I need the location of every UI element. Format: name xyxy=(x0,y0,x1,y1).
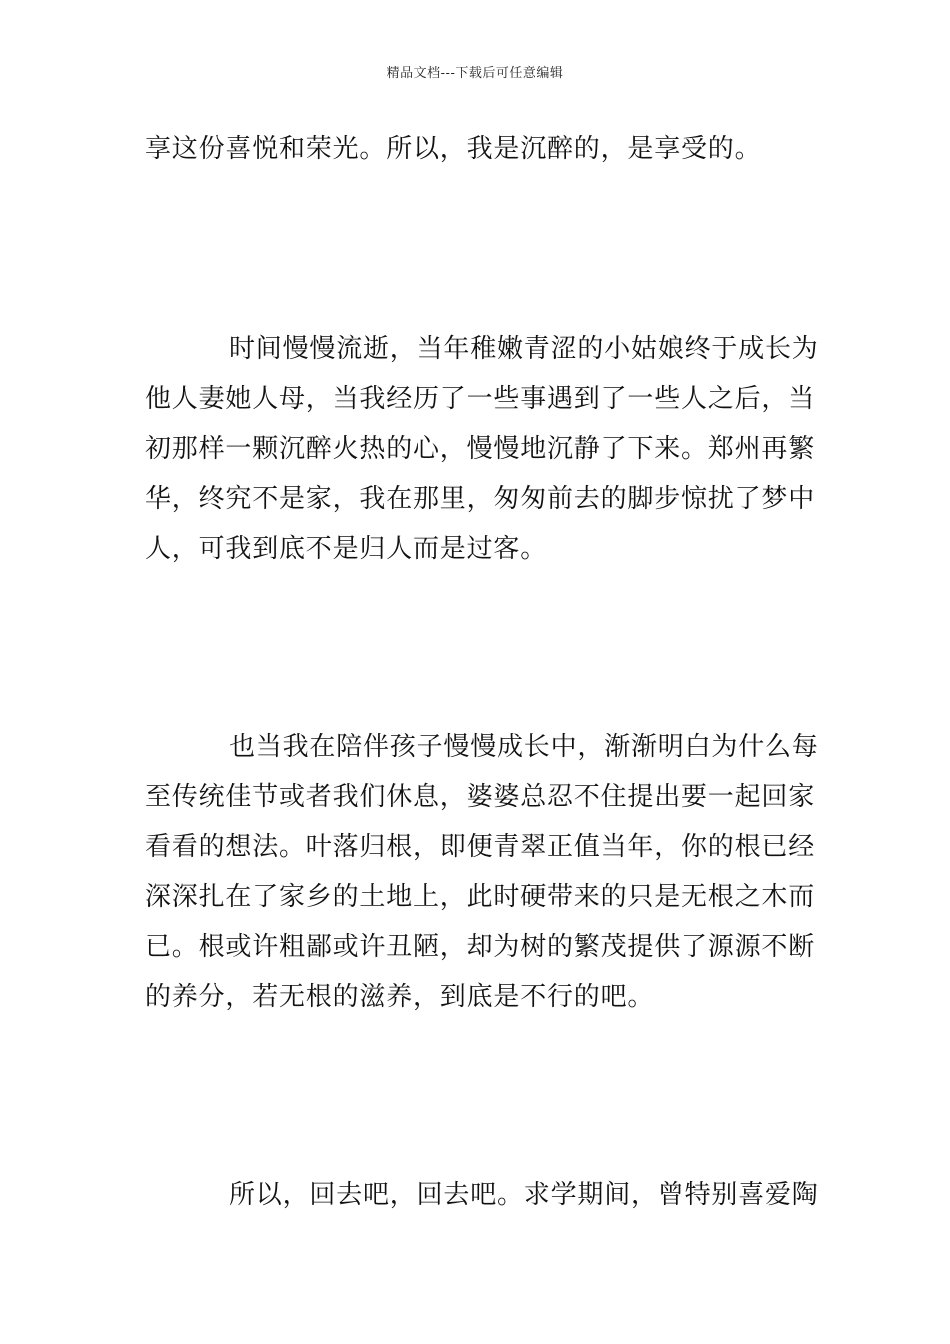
paragraph-1-line-1: 享这份喜悦和荣光。所以，我是沉醉的，是享受的。 xyxy=(145,134,762,164)
paragraph-3-line-5: 已。根或许粗鄙或许丑陋，却为树的繁茂提供了源源不断 xyxy=(145,932,816,962)
paragraph-3-line-6: 的养分，若无根的滋养，到底是不行的吧。 xyxy=(145,982,655,1012)
paragraph-3-line-3: 看看的想法。叶落归根，即便青翠正值当年，你的根已经 xyxy=(145,832,816,862)
paragraph-2-line-2: 他人妻她人母，当我经历了一些事遇到了一些人之后，当 xyxy=(145,384,816,414)
paragraph-3-line-4: 深深扎在了家乡的土地上，此时硬带来的只是无根之木而 xyxy=(145,882,816,912)
paragraph-3-line-2: 至传统佳节或者我们休息，婆婆总忍不住提出要一起回家 xyxy=(145,782,816,812)
page-header: 精品文档---下载后可任意编辑 xyxy=(386,66,564,81)
paragraph-2-line-5: 人，可我到底不是归人而是过客。 xyxy=(145,534,548,564)
paragraph-2-line-1: 时间慢慢流逝，当年稚嫩青涩的小姑娘终于成长为 xyxy=(229,334,819,364)
paragraph-2-line-4: 华，终究不是家，我在那里，匆匆前去的脚步惊扰了梦中 xyxy=(145,484,816,514)
paragraph-3-line-1: 也当我在陪伴孩子慢慢成长中，渐渐明白为什么每 xyxy=(229,732,819,762)
paragraph-4-line-1: 所以，回去吧，回去吧。求学期间，曾特别喜爱陶 xyxy=(229,1180,819,1210)
paragraph-2-line-3: 初那样一颗沉醉火热的心，慢慢地沉静了下来。郑州再繁 xyxy=(145,434,816,464)
